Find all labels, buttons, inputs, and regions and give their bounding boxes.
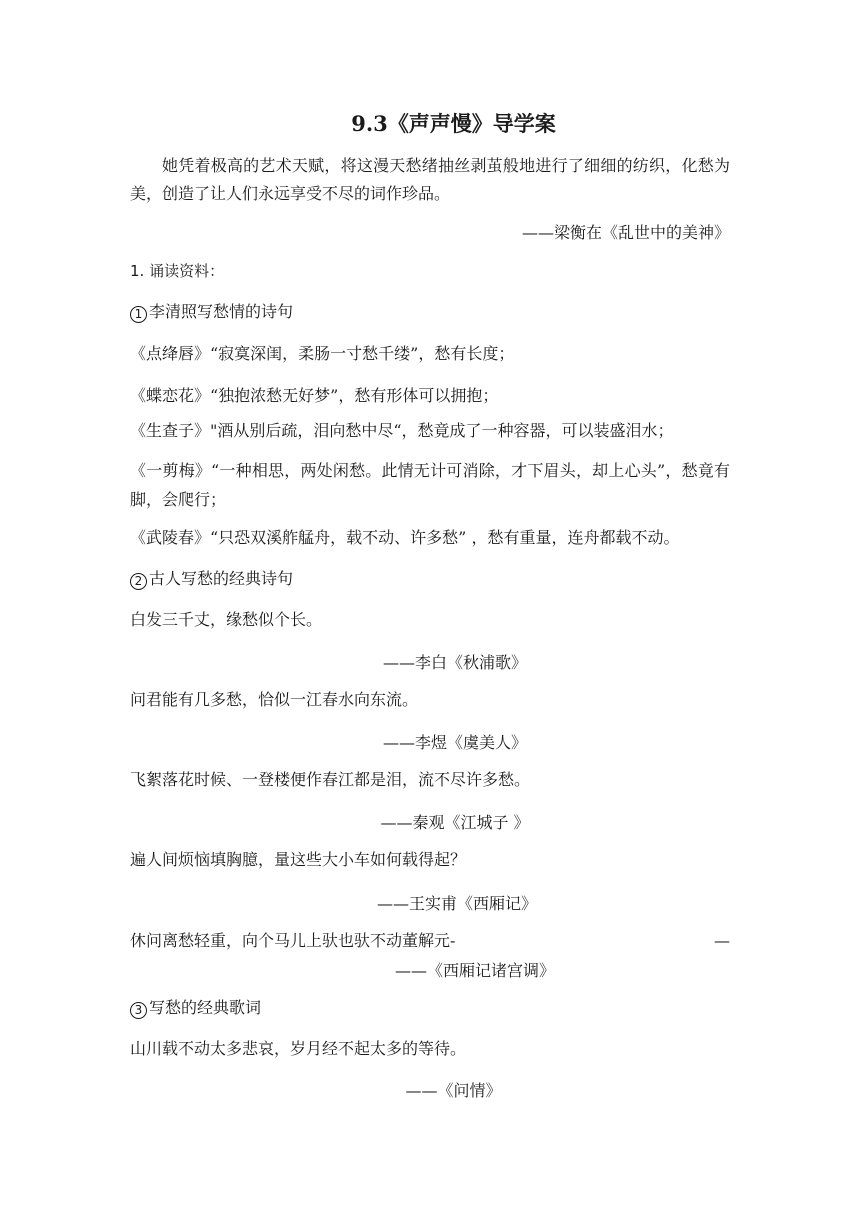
page-title: 9.3《声声慢》导学案 <box>351 111 556 136</box>
poem-line-4: 遍人间烦恼填胸臆，量这些大小车如何载得起？ <box>130 850 467 869</box>
circled-number-1-icon: 1 <box>130 306 147 323</box>
li-qingzhao-line-1: 《点绛唇》“寂寞深闺，柔肠一寸愁千缕”，愁有长度； <box>130 344 515 363</box>
poem-source-2: ——李煜《虞美人》 <box>382 733 527 752</box>
subheading-text: 写愁的经典歌词 <box>149 998 262 1017</box>
poem-line-2: 问君能有几多愁，恰似一江春水向东流。 <box>130 690 419 709</box>
poem-line-3: 飞絮落花时候、一登楼便作春江都是泪，流不尽许多愁。 <box>130 770 531 789</box>
circled-number-2-icon: 2 <box>130 573 147 590</box>
subheading-song-lyrics <box>130 998 261 1019</box>
poem-source-5: ——《西厢记诸宫调》 <box>394 961 555 980</box>
intro-source: ——梁衡在《乱世中的美神》 <box>521 223 730 242</box>
li-qingzhao-line-2: 《蝶恋花》“独抱浓愁无好梦”，愁有形体可以拥抱； <box>130 386 499 405</box>
li-qingzhao-line-3: 《生查子》"酒从别后疏，泪向愁中尽“，愁竟成了一种容器，可以装盛泪水； <box>130 421 674 440</box>
song-source: ——《问情》 <box>405 1081 502 1100</box>
poem-source-3: ——秦观《江城子 》 <box>380 813 530 832</box>
subheading-classic-poems <box>130 569 293 590</box>
section-heading-recitation: 1. 诵读资料： <box>130 262 225 280</box>
poem-line-5-dash: — <box>714 931 730 950</box>
subheading-text: 李清照写愁情的诗句 <box>149 302 294 321</box>
poem-source-4: ——王实甫《西厢记》 <box>376 894 537 913</box>
intro-paragraph: 她凭着极高的艺术天赋，将这漫天愁绪抽丝剥茧般地进行了细细的纺织，化愁为美，创造了让人们永远享受不尽的词作珍品。 <box>130 156 730 203</box>
li-qingzhao-line-5: 《武陵春》“只恐双溪舴艋舟，载不动、许多愁” ，愁有重量，连舟都载不动。 <box>130 528 680 547</box>
circled-number-3-icon: 3 <box>130 1002 147 1019</box>
poem-line-1: 白发三千丈，缘愁似个长。 <box>130 610 323 629</box>
poem-source-1: ——李白《秋浦歌》 <box>382 653 527 672</box>
subheading-text: 古人写愁的经典诗句 <box>149 569 294 588</box>
subheading-li-qingzhao <box>130 302 293 323</box>
poem-line-5: 休问离愁轻重，向个马儿上驮也驮不动董解元- <box>130 931 456 950</box>
li-qingzhao-line-4: 《一剪梅》“一种相思，两处闲愁。此情无计可消除，才下眉头，却上心头”，愁竟有脚，会爬行； <box>130 461 730 509</box>
song-line: 山川载不动太多悲哀，岁月经不起太多的等待。 <box>130 1039 467 1058</box>
